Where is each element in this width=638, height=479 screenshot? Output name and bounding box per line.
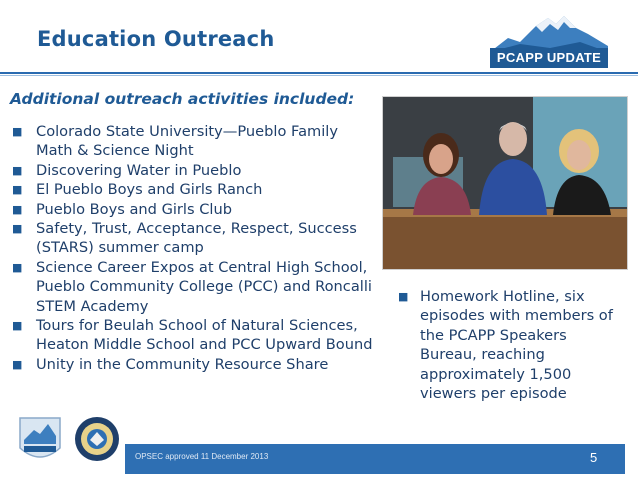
square-bullet-icon: ■: [12, 125, 23, 138]
list-item: [398, 287, 623, 403]
mountain-logo-icon: [490, 8, 608, 52]
list-item-text: Pueblo Boys and Girls Club: [36, 200, 232, 218]
list-item-text: Unity in the Community Resource Share: [36, 355, 329, 373]
square-bullet-icon: ■: [398, 290, 409, 303]
square-bullet-icon: ■: [12, 202, 23, 216]
list-item-text: Colorado State University—Pueblo Family Math & Science Night: [36, 123, 338, 160]
header-rule: [0, 72, 638, 74]
square-bullet-icon: ■: [12, 183, 23, 197]
footer-text: OPSEC approved 11 December 2013: [135, 452, 269, 461]
photo-illustration: [383, 97, 627, 269]
list-item: [10, 219, 378, 258]
square-bullet-icon: ■: [12, 319, 23, 333]
logo-text: PCAPP UPDATE: [490, 48, 608, 68]
list-item: [10, 161, 378, 180]
list-item: [10, 200, 378, 219]
list-item-text: El Pueblo Boys and Girls Ranch: [36, 181, 263, 199]
list-item: [10, 180, 378, 199]
left-bullet-list: [10, 122, 378, 374]
subheading: Additional outreach activities included:: [10, 90, 355, 108]
slide-title: Education Outreach: [37, 27, 275, 51]
page-number: 5: [590, 450, 598, 465]
pcapp-seal-icon: [16, 414, 64, 466]
dod-seal-icon: [74, 416, 120, 462]
square-bullet-icon: ■: [12, 260, 23, 274]
square-bullet-icon: ■: [12, 163, 23, 177]
right-bullet-list: [398, 287, 623, 403]
square-bullet-icon: ■: [12, 222, 23, 236]
list-item: [10, 316, 378, 355]
list-item-text: Safety, Trust, Acceptance, Respect, Success (STARS) summer camp: [36, 220, 357, 257]
pcapp-update-logo: [490, 8, 608, 68]
list-item-text: Homework Hotline, six episodes with members of the PCAPP Speakers Bureau, reaching approximately 1,500 viewers per episode: [420, 288, 613, 403]
list-item: [10, 258, 378, 316]
hosts-photo: [382, 96, 628, 270]
list-item-text: Discovering Water in Pueblo: [36, 161, 242, 179]
square-bullet-icon: ■: [12, 357, 23, 371]
list-item: [10, 122, 378, 161]
list-item: [10, 355, 378, 374]
list-item-text: Science Career Expos at Central High School, Pueblo Community College (PCC) and Roncalli STEM Academy: [36, 258, 372, 315]
list-item-text: Tours for Beulah School of Natural Sciences, Heaton Middle School and PCC Upward Bound: [36, 317, 373, 354]
header-rule-thin: [0, 75, 638, 76]
